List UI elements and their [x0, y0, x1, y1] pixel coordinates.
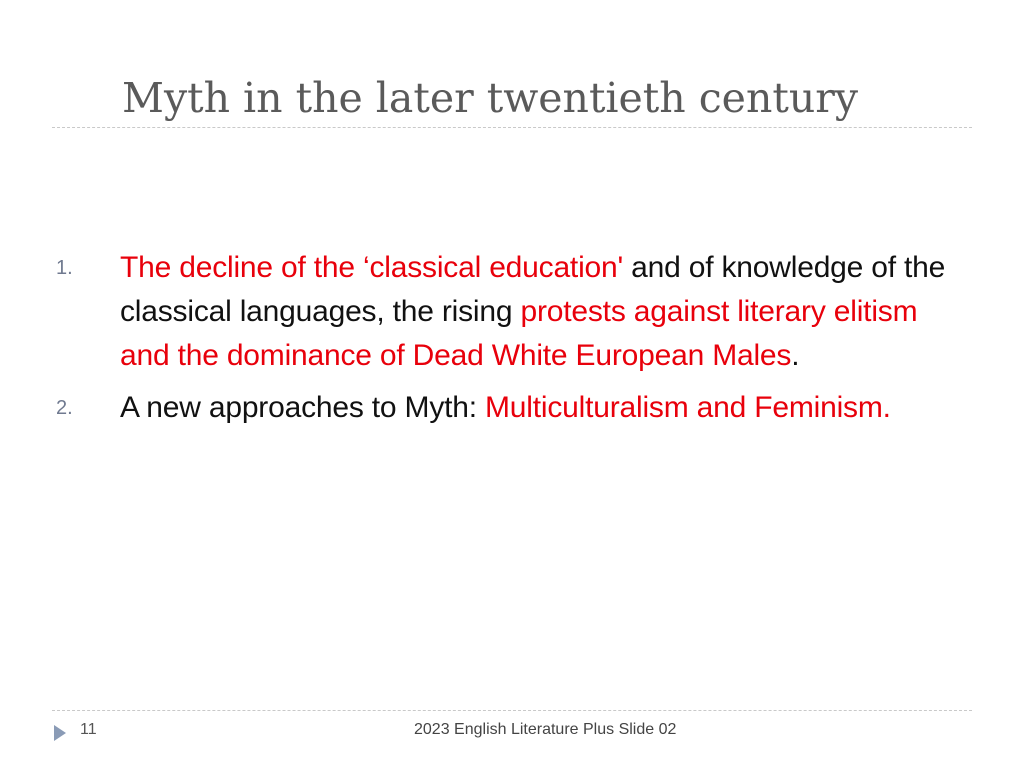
body-text: and of knowledge of the classical languages, the rising — [120, 251, 946, 328]
slide-number: 11 — [80, 721, 97, 738]
body-text: A new approaches to Myth: — [120, 391, 486, 424]
list-item-number: 1. — [56, 257, 73, 279]
body-text: . — [791, 339, 800, 372]
list-item-text — [120, 246, 966, 378]
play-triangle-icon — [53, 724, 67, 742]
highlighted-text: protests against literary elitism and the dominance of Dead White European Males — [120, 295, 918, 372]
slide-content — [56, 246, 966, 430]
list-item-number: 2. — [56, 397, 73, 419]
list-item-2 — [56, 386, 966, 430]
list-item-text — [120, 386, 966, 430]
highlighted-text: Multiculturalism and Feminism. — [485, 391, 891, 424]
title-divider — [52, 127, 972, 128]
highlighted-text: The decline of the ‘classical education' — [120, 251, 624, 284]
footer-text: 2023 English Literature Plus Slide 02 — [414, 721, 677, 738]
list-item-1 — [56, 246, 966, 378]
slide-title: Myth in the later twentieth century — [122, 74, 858, 122]
footer-divider — [52, 710, 972, 711]
